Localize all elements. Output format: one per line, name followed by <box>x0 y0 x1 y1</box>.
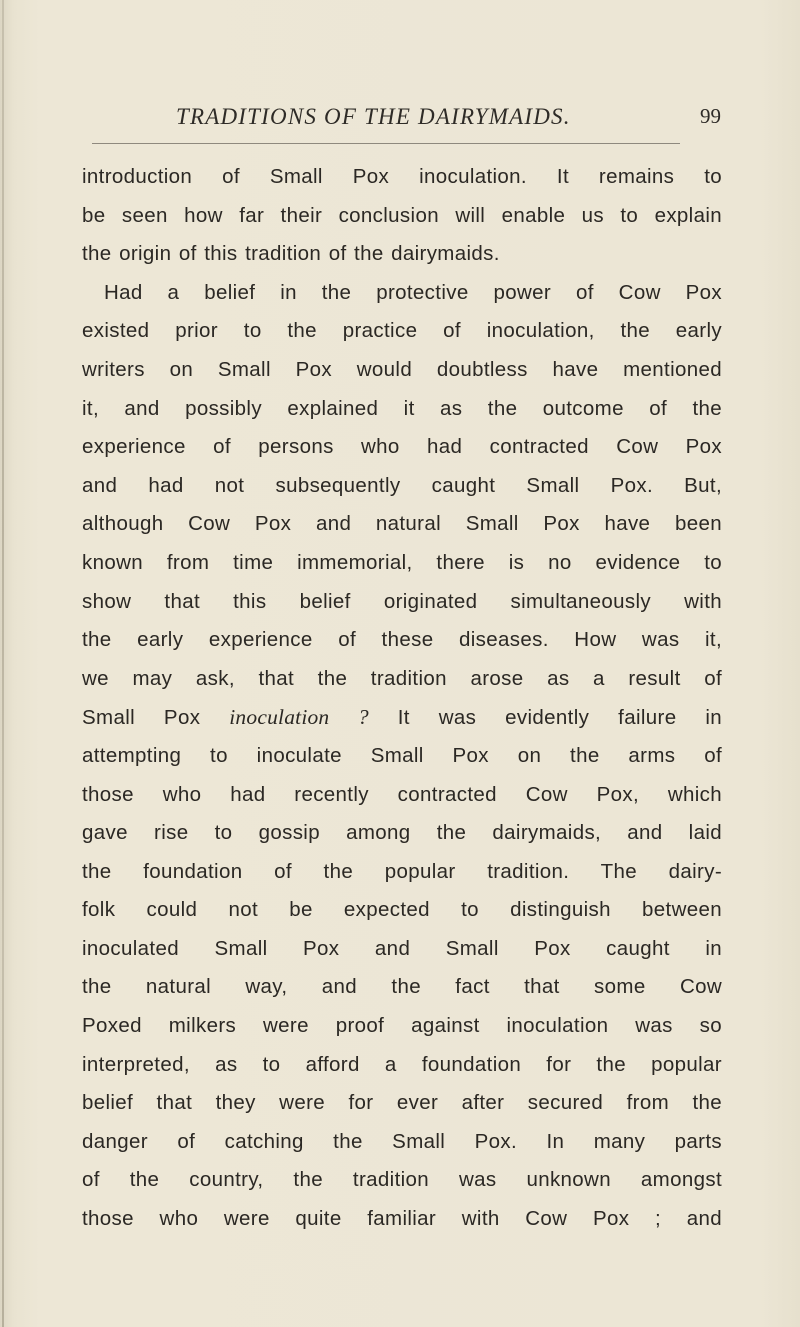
text-line: it, and possibly explained it as the outcome of the <box>82 396 722 420</box>
text-line: we may ask, that the tradition arose as a result of <box>82 666 722 690</box>
text-line: Had a belief in the protective power of Cow Pox <box>104 280 722 304</box>
body-text <box>82 158 722 1239</box>
running-header <box>0 96 800 136</box>
text-fragment: It was evidently failure in <box>397 706 723 730</box>
text-line: interpreted, as to afford a foundation for the popular <box>82 1052 722 1076</box>
page-number: 99 <box>700 104 721 128</box>
text-line: show that this belief originated simultaneously with <box>82 589 722 613</box>
text-line: gave rise to gossip among the dairymaids, and laid <box>82 821 722 845</box>
text-line: although Cow Pox and natural Small Pox have been <box>82 512 722 536</box>
text-line: inoculated Small Pox and Small Pox caught in <box>82 936 722 960</box>
text-line: introduction of Small Pox inoculation. It remains to <box>82 165 722 188</box>
text-line: folk could not be expected to distinguish between <box>82 898 722 922</box>
text-line: Poxed milkers were proof against inoculation was so <box>82 1014 722 1038</box>
text-line: writers on Small Pox would doubtless have mentioned <box>82 357 722 381</box>
text-line: and had not subsequently caught Small Pox. But, <box>82 473 722 497</box>
text-line: those who were quite familiar with Cow Pox ; and <box>82 1207 722 1231</box>
text-line: belief that they were for ever after secured from the <box>82 1091 722 1115</box>
text-fragment: Small Pox <box>82 706 201 730</box>
text-line: the origin of this tradition of the dairymaids. <box>82 242 500 266</box>
text-line: known from time immemorial, there is no evidence to <box>82 550 722 574</box>
text-line: the early experience of these diseases. How was it, <box>82 628 722 652</box>
running-title: TRADITIONS OF THE DAIRYMAIDS. <box>176 104 571 129</box>
text-line: experience of persons who had contracted Cow Pox <box>82 435 722 459</box>
page-gutter-edge <box>2 0 4 1327</box>
text-line: of the country, the tradition was unknown amongst <box>82 1168 722 1192</box>
text-line: existed prior to the practice of inoculation, the early <box>82 319 722 343</box>
text-line: the natural way, and the fact that some Cow <box>82 975 722 999</box>
text-line: danger of catching the Small Pox. In many parts <box>82 1129 722 1153</box>
text-line-with-italic <box>82 698 722 737</box>
text-line: the foundation of the popular tradition. The dairy- <box>82 859 722 883</box>
italic-phrase: inoculation ? <box>229 705 369 730</box>
header-rule <box>92 143 680 144</box>
text-line: those who had recently contracted Cow Pox, which <box>82 782 722 806</box>
text-line: attempting to inoculate Small Pox on the arms of <box>82 743 722 767</box>
text-line: be seen how far their conclusion will enable us to explain <box>82 203 722 227</box>
